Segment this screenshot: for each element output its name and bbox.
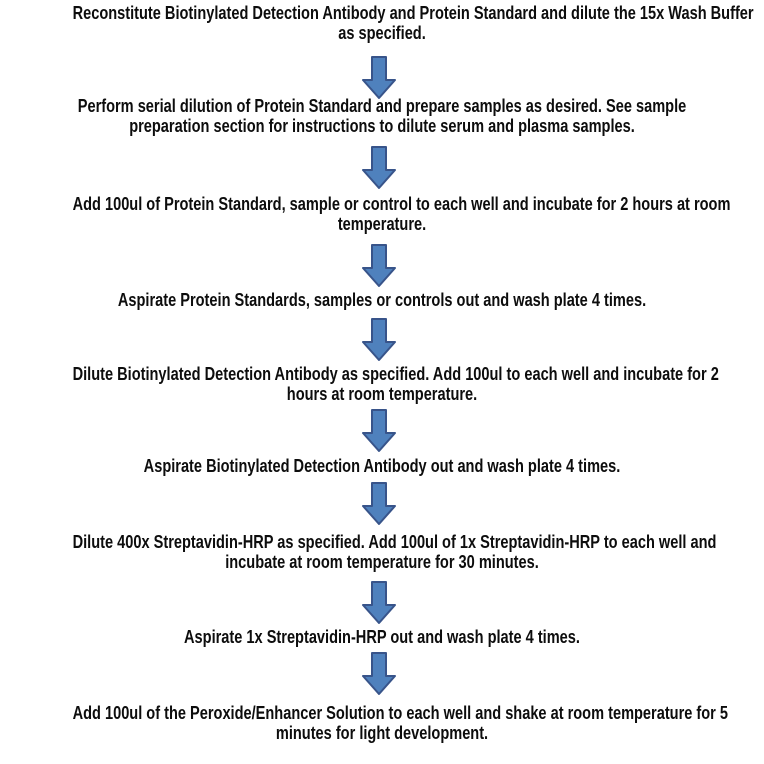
step-7-dilute-streptavidin — [0, 532, 764, 572]
step-2-line-2: preparation section for instructions to dilute serum and plasma samples. — [129, 116, 635, 136]
down-arrow-icon — [361, 244, 397, 288]
step-2-serial-dilution — [0, 96, 764, 136]
step-3-line-1: Add 100ul of Protein Standard, sample or control to each well and incubate for 2 hours at room — [72, 194, 731, 214]
step-1-line-1: Reconstitute Biotinylated Detection Antibody and Protein Standard and dilute the 15x Wash Buffer — [72, 3, 754, 23]
step-8-aspirate-streptavidin — [0, 627, 764, 647]
down-arrow-icon — [361, 318, 397, 362]
step-1-line-2: as specified. — [338, 23, 426, 43]
step-7-line-1: Dilute 400x Streptavidin-HRP as specified. Add 100ul of 1x Streptavidin-HRP to each well and — [72, 532, 717, 552]
step-6-aspirate-antibody — [0, 456, 764, 476]
step-7-line-2: incubate at room temperature for 30 minutes. — [225, 552, 539, 572]
down-arrow-icon — [361, 581, 397, 625]
step-4-line-1: Aspirate Protein Standards, samples or controls out and wash plate 4 times. — [117, 290, 647, 310]
step-8-line-1: Aspirate 1x Streptavidin-HRP out and wash plate 4 times. — [184, 627, 580, 647]
step-1-reconstitute — [0, 3, 764, 43]
step-2-line-1: Perform serial dilution of Protein Standard and prepare samples as desired. See sample — [77, 96, 687, 116]
step-6-line-1: Aspirate Biotinylated Detection Antibody out and wash plate 4 times. — [143, 456, 621, 476]
down-arrow-icon — [361, 652, 397, 696]
down-arrow-icon — [361, 482, 397, 526]
step-5-dilute-antibody — [0, 364, 764, 404]
down-arrow-icon — [361, 409, 397, 453]
step-9-add-peroxide — [0, 703, 764, 743]
down-arrow-icon — [361, 146, 397, 190]
step-5-line-2: hours at room temperature. — [286, 384, 478, 404]
down-arrow-icon — [361, 56, 397, 100]
step-3-line-2: temperature. — [337, 214, 427, 234]
step-3-add-standard — [0, 194, 764, 234]
step-9-line-1: Add 100ul of the Peroxide/Enhancer Solution to each well and shake at room temperature for 5 — [72, 703, 729, 723]
step-5-line-1: Dilute Biotinylated Detection Antibody as specified. Add 100ul to each well and incubate for 2 — [72, 364, 719, 384]
step-9-line-2: minutes for light development. — [275, 723, 489, 743]
step-4-aspirate-standards — [0, 290, 764, 310]
